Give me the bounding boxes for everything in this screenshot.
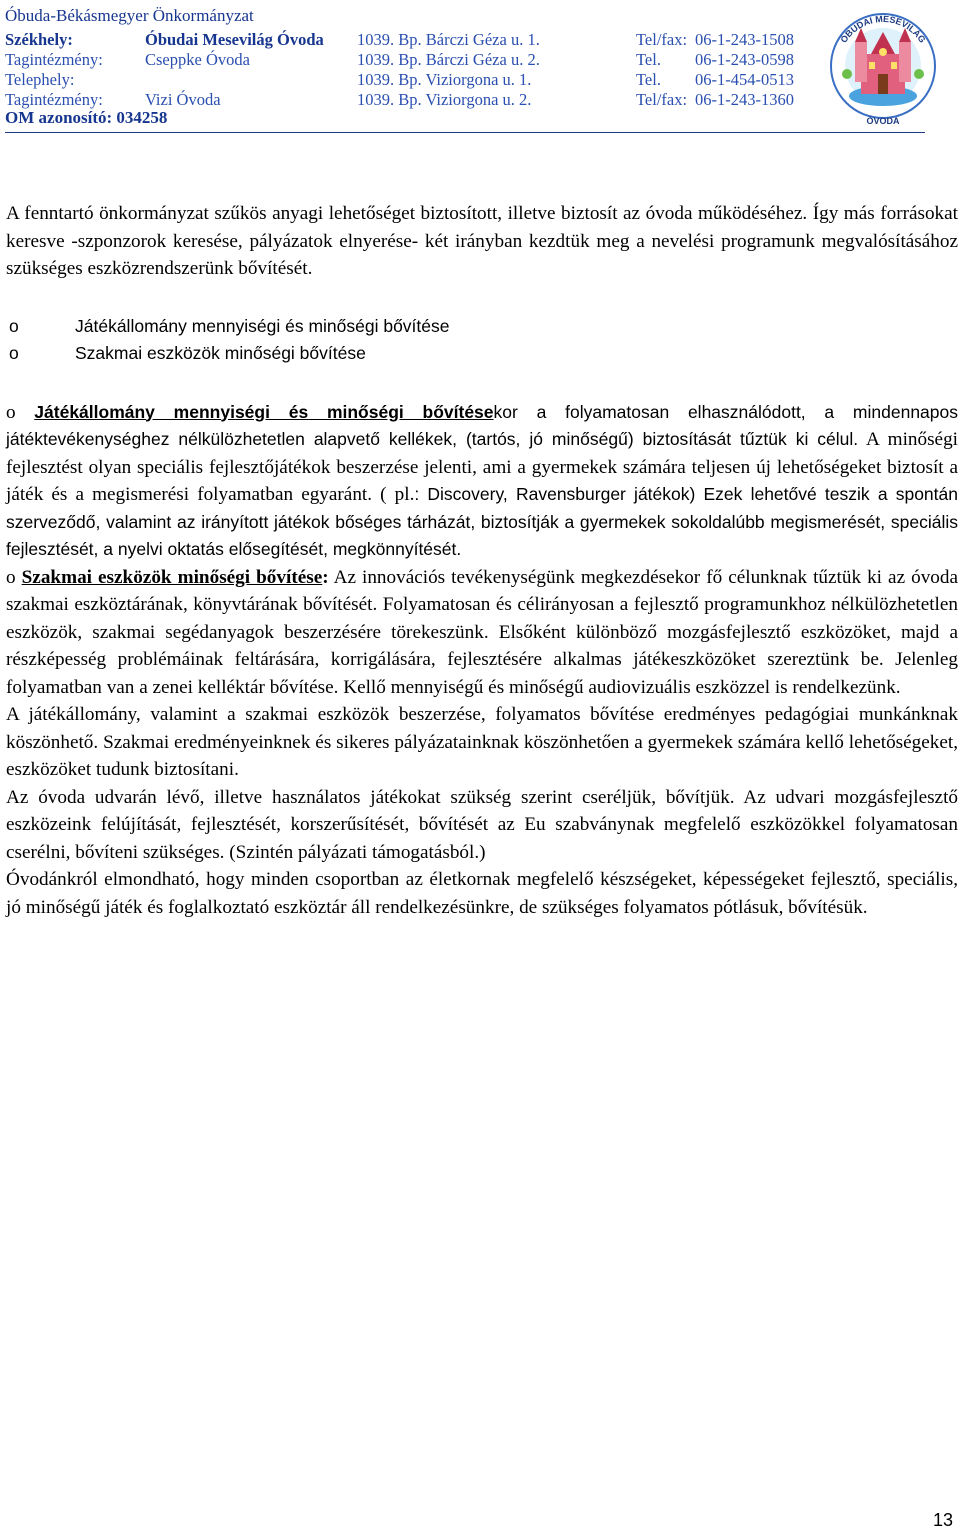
header-phone: 06-1-243-0598 bbox=[695, 50, 794, 69]
logo-text-top: ÓBUDAI MESEVILÁG bbox=[838, 13, 928, 45]
section-toys-text-1: a folyamatosan elhasználódott, a mindennapos játéktevékenységhez nélkülözhetetlen alapvető kellékek, (tartós, jó minőségű) biztosítását tűztük ki célul. bbox=[6, 401, 958, 449]
organization-name: Óbuda-Békásmegyer Önkormányzat bbox=[5, 6, 254, 25]
header-label: Tagintézmény: bbox=[5, 90, 103, 109]
section-toys-text-2: A minőségi fejlesztést olyan speciális fejlesztőjátékok beszerzése jelenti, ami a gyermekek számára teljesen új lehetőségeket biztosít a játék és a megismerési folyamatban egyaránt. ( pl. bbox=[6, 429, 958, 505]
section-toys-suffix: kor bbox=[493, 401, 518, 422]
document-body bbox=[6, 200, 958, 921]
list-item-text: Játékállomány mennyiségi és minőségi bővítése bbox=[75, 315, 450, 336]
bullet-marker: o bbox=[9, 315, 19, 336]
header-label: Telephely: bbox=[5, 70, 75, 89]
header-phone-label: Tel. bbox=[636, 70, 661, 89]
section-equipment-paragraph bbox=[6, 564, 958, 702]
header-institution: Vizi Óvoda bbox=[145, 90, 221, 109]
list-item bbox=[6, 313, 958, 341]
section-equipment-heading: Szakmai eszközök minőségi bővítése bbox=[21, 566, 323, 588]
bullet-marker: o bbox=[9, 343, 19, 363]
section-toys-paragraph bbox=[6, 399, 958, 564]
section-equipment-colon: : bbox=[322, 566, 329, 588]
intro-paragraph: A fenntartó önkormányzat szűkös anyagi lehetőséget biztosított, illetve biztosít az óvoda működéséhez. Így más forrásokat keresve -szponzorok keresése, pályázatok elnyerése- két irányban kezdtük meg a nevelési programunk megvalósításához szükséges eszközrendszerünk bővítését. bbox=[6, 203, 958, 279]
section-equipment-text: Az innovációs tevékenységünk megkezdésekor fő célunknak tűztük ki az óvoda szakmai eszköztárának, könyvtárának bővítését. Folyamatosan és célirányosan a fejlesztő programunkhoz nélkülözhetetlen eszközök, szakmai segédanyagok beszerzésére törekeszünk. Elsőként különböző mozgásfejlesztő eszközöket, majd a részképesség problémáinak feltárására, korrigálására, fejlesztésére alkalmas játékeszközöket szereztünk be. Jelenleg folyamatban van a zenei kelléktár bővítése. Kellő mennyiségű és minőségű audiovizuális eszközzel is rendelkezünk. bbox=[6, 566, 959, 698]
header-label: Tagintézmény: bbox=[5, 50, 103, 69]
list-item bbox=[6, 340, 958, 368]
header-phone: 06-1-243-1360 bbox=[695, 90, 794, 109]
goal-list bbox=[6, 313, 958, 368]
page-number: 13 bbox=[933, 1510, 954, 1530]
header-address: 1039. Bp. Bárczi Géza u. 2. bbox=[357, 50, 540, 69]
section-toys-heading: Játékállomány mennyiségi és minőségi bővítése bbox=[34, 401, 494, 422]
header-label: Székhely: bbox=[5, 30, 73, 49]
list-item-text: Szakmai eszközök minőségi bővítése bbox=[75, 343, 366, 363]
header-phone-label: Tel/fax: bbox=[636, 30, 688, 49]
section-marker: o bbox=[6, 566, 16, 588]
section-toys-text-3: : Discovery, Ravensburger játékok) Ezek lehetővé teszik a spontán szerveződő, valamint az irányított játékok bőséges tárházát, biztosítják a gyermekek sokoldalúbb megismerését, speciális fejlesztését, a nyelvi oktatás elősegítését, megkönnyítését. bbox=[6, 484, 958, 559]
header-phone: 06-1-454-0513 bbox=[695, 70, 794, 89]
header-phone-label: Tel. bbox=[636, 50, 661, 69]
om-identifier: OM azonosító: 034258 bbox=[5, 108, 168, 127]
logo-text-bottom: ÓVODA bbox=[866, 116, 900, 126]
letterhead bbox=[5, 4, 928, 133]
header-institution: Cseppke Óvoda bbox=[145, 50, 250, 69]
paragraph-yard: Az óvoda udvarán lévő, illetve használatos játékokat szükség szerint cseréljük, bővítjük. Az udvari mozgásfejlesztő eszközeink felújítását, fejlesztését, korszerűsítését, bővítését az Eu szabványnak megfelelő eszközökkel folyamatosan cserélni, bővíteni szükséges. (Szintén pályázati támogatásból.) bbox=[6, 786, 958, 863]
header-phone: 06-1-243-1508 bbox=[695, 30, 794, 49]
header-phone-label: Tel/fax: bbox=[636, 90, 688, 109]
header-address: 1039. Bp. Viziorgona u. 2. bbox=[357, 90, 532, 109]
header-address: 1039. Bp. Bárczi Géza u. 1. bbox=[357, 30, 540, 49]
paragraph-summary: Óvodánkról elmondható, hogy minden csoportban az életkornak megfelelő készségeket, képességeket fejlesztő, speciális, jó minőségű játék és foglalkoztató eszköztár áll rendelkezésünkre, de szükséges folyamatos pótlásuk, bővítésük. bbox=[6, 869, 958, 918]
header-institution: Óbudai Mesevilág Óvoda bbox=[145, 30, 324, 49]
paragraph-results: A játékállomány, valamint a szakmai eszközök beszerzése, folyamatos bővítése eredményes pedagógiai munkánknak köszönhető. Szakmai eredményeinknek és sikeres pályázatainknak köszönhetően a gyermekek számára kellő lehetőségeket, eszközöket tudunk biztosítani. bbox=[6, 704, 958, 780]
section-marker: o bbox=[6, 401, 16, 423]
header-address: 1039. Bp. Viziorgona u. 1. bbox=[357, 70, 532, 89]
kindergarten-castle-logo-icon bbox=[825, 4, 940, 132]
